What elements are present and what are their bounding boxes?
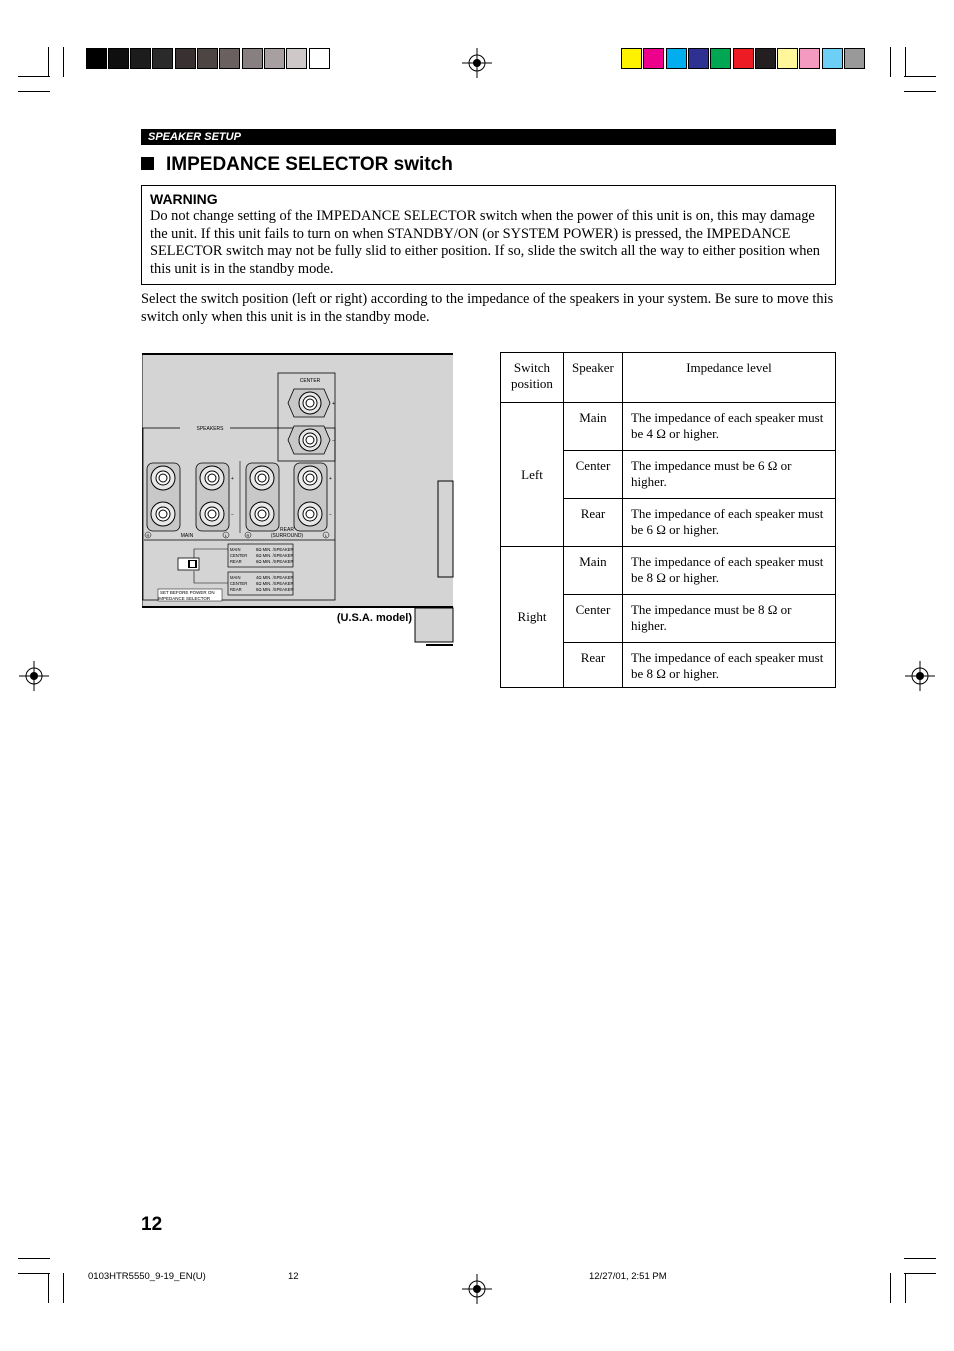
plus-mark: + (329, 476, 332, 482)
impedance-cell: The impedance of each speaker must be 6 Ω or higher. (622, 499, 835, 547)
color-swatch (666, 48, 687, 69)
crop-mark (890, 1273, 891, 1303)
setting-name: MAIN (230, 547, 241, 552)
intro-paragraph: Select the switch position (left or right) according to the impedance of the speakers in your system. Be sure to move this switch only when this unit is in the standby mode. (141, 291, 834, 325)
speaker-cell: Rear (563, 499, 622, 547)
plus-mark: + (231, 476, 234, 482)
setting-value: 6Ω MIN. /SPEAKER (256, 581, 294, 586)
color-swatch (733, 48, 754, 69)
minus-mark: − (329, 512, 332, 518)
setting-name: CENTER (230, 581, 248, 586)
impedance-cell: The impedance must be 8 Ω or higher. (622, 595, 835, 643)
setting-value: 6Ω MIN. /SPEAKER (256, 553, 294, 558)
diagram-caption: (U.S.A. model) (336, 612, 412, 624)
terminal-icon (294, 463, 327, 531)
footer-date: 12/27/01, 2:51 PM (589, 1271, 667, 1282)
color-swatch (755, 48, 776, 69)
crop-mark (18, 91, 50, 92)
header-cell: Speaker (563, 353, 622, 403)
setting-value: 6Ω MIN. /SPEAKER (256, 587, 294, 592)
gray-swatch (86, 48, 107, 69)
color-swatch (822, 48, 843, 69)
header-cell: Impedance level (622, 353, 835, 403)
gray-swatch (242, 48, 263, 69)
gray-swatch (286, 48, 307, 69)
impedance-cell: The impedance must be 6 Ω or higher. (622, 451, 835, 499)
header-cell: Switch position (501, 353, 564, 403)
crop-mark (18, 76, 50, 77)
gray-swatch (309, 48, 330, 69)
terminal-icon (246, 463, 279, 531)
minus-mark: − (231, 512, 234, 518)
setting-name: CENTER (230, 553, 248, 558)
crop-mark (904, 91, 936, 92)
speaker-cell: Center (563, 595, 622, 643)
minus-mark: − (332, 438, 335, 444)
square-bullet-icon (141, 157, 154, 170)
table-row (501, 403, 836, 451)
switch-position-cell: Right (501, 547, 564, 688)
registration-mark-icon (462, 1274, 492, 1304)
terminal-icon (147, 463, 180, 531)
r-mark: R (246, 533, 250, 538)
warning-title: WARNING (150, 191, 218, 207)
warning-box (141, 185, 836, 285)
setting-name: REAR (230, 587, 242, 592)
center-label: CENTER (299, 378, 321, 384)
heading-title: IMPEDANCE SELECTOR switch (166, 154, 453, 175)
terminal-icon (288, 426, 330, 454)
terminal-icon (288, 389, 330, 417)
crop-mark (905, 47, 906, 77)
page-heading (141, 154, 453, 176)
registration-mark-icon (905, 661, 935, 691)
main-label: MAIN (180, 533, 194, 539)
crop-mark (63, 1273, 64, 1303)
color-swatch (688, 48, 709, 69)
terminal-icon (196, 463, 229, 531)
crop-mark (48, 47, 49, 77)
speaker-cell: Center (563, 451, 622, 499)
setting-value: 6Ω MIN. /SPEAKER (256, 559, 294, 564)
speaker-cell: Main (563, 403, 622, 451)
l-mark: L (224, 533, 228, 538)
page-number: 12 (141, 1214, 163, 1235)
impedance-cell: The impedance of each speaker must be 8 Ω or higher. (622, 547, 835, 595)
crop-mark (18, 1258, 50, 1259)
table-row (501, 547, 836, 595)
gray-swatch (175, 48, 196, 69)
footer-page: 12 (288, 1271, 299, 1282)
gray-swatch (264, 48, 285, 69)
setting-name: REAR (230, 559, 242, 564)
footer-filename: 0103HTR5550_9-19_EN(U) (88, 1271, 206, 1282)
warning-text: Do not change setting of the IMPEDANCE SELECTOR switch when the power of this unit is on, this may damage the unit. If this unit fails to turn on when STANDBY/ON (or SYSTEM POWER) is pressed, the IMPEDANCE SELECTOR switch may not be fully slid to either position. If so, slide the switch all the way to either position when this unit is in the standby mode. (150, 208, 821, 277)
gray-swatch (197, 48, 218, 69)
set-before-label: SET BEFORE POWER ON (160, 590, 215, 595)
color-swatch (799, 48, 820, 69)
crop-mark (18, 1273, 50, 1274)
speaker-cell: Main (563, 547, 622, 595)
color-swatch (710, 48, 731, 69)
color-swatch (621, 48, 642, 69)
color-swatch (643, 48, 664, 69)
setting-name: MAIN (230, 575, 241, 580)
impedance-selector-switch[interactable] (178, 558, 199, 570)
table-header-row (501, 353, 836, 403)
gray-swatch (219, 48, 240, 69)
crop-mark (890, 47, 891, 77)
gray-swatch (130, 48, 151, 69)
l-mark: L (324, 533, 328, 538)
gray-swatch (152, 48, 173, 69)
impedance-cell: The impedance of each speaker must be 8 Ω or higher. (622, 643, 835, 688)
rear-label: REAR (280, 527, 294, 533)
crop-mark (904, 76, 936, 77)
gray-swatch (108, 48, 129, 69)
crop-mark (905, 1273, 906, 1303)
crop-mark (904, 1273, 936, 1274)
r-mark: R (146, 533, 150, 538)
registration-mark-icon (462, 48, 492, 78)
registration-mark-icon (19, 661, 49, 691)
surround-label: (SURROUND) (270, 533, 304, 539)
impedance-selector-label: IMPEDANCE SELECTOR (158, 596, 211, 601)
speaker-cell: Rear (563, 643, 622, 688)
setting-value: 4Ω MIN. /SPEAKER (256, 575, 294, 580)
color-swatch (777, 48, 798, 69)
crop-mark (904, 1258, 936, 1259)
plus-mark: + (332, 401, 335, 407)
impedance-table (500, 352, 836, 688)
rear-panel-diagram (142, 353, 462, 653)
switch-position-cell: Left (501, 403, 564, 547)
impedance-cell: The impedance of each speaker must be 4 Ω or higher. (622, 403, 835, 451)
speakers-label: SPEAKERS (196, 426, 224, 432)
color-swatch (844, 48, 865, 69)
crop-mark (48, 1273, 49, 1303)
setting-value: 8Ω MIN. /SPEAKER (256, 547, 294, 552)
section-label: SPEAKER SETUP (141, 129, 836, 145)
crop-mark (63, 47, 64, 77)
